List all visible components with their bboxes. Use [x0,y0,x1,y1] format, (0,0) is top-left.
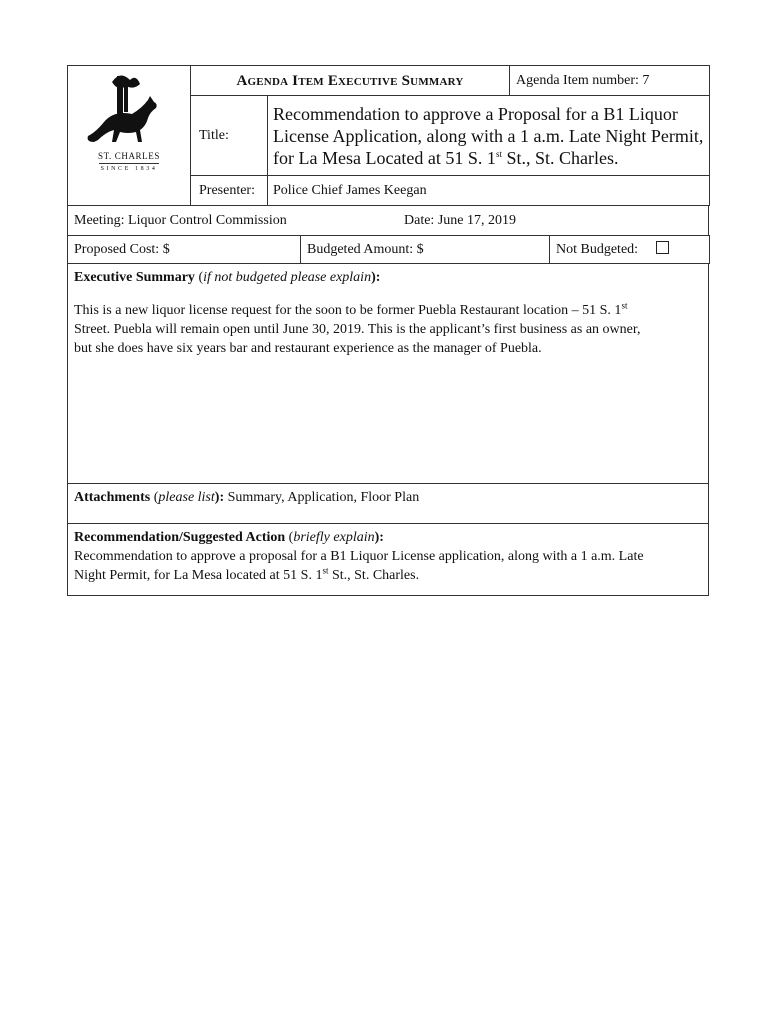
meeting-label: Meeting: [74,212,125,228]
header-table [67,65,710,206]
title-label-cell [191,96,268,176]
proposed-cost-value: $ [162,241,170,257]
recommendation-line-2: Night Permit, for La Mesa located at 51 S. 1st St., St. Charles. [74,565,420,583]
executive-summary-table [67,263,709,484]
recommendation-table [67,523,709,596]
budgeted-amount-value: $ [416,241,424,257]
meeting-table [67,205,709,236]
attachments-table [67,483,709,524]
presenter-value-cell [268,176,710,206]
recommendation-heading: Recommendation/Suggested Action [74,530,286,545]
logo-divider [99,163,159,164]
attachments-hint: please list [158,490,215,505]
agenda-item-cell [510,66,710,96]
meeting-value: Liquor Control Commission [128,212,287,228]
executive-summary-line-2: Street. Puebla will remain open until June 30, 2019. This is the applicant’s first business as an owner, [74,322,641,337]
executive-summary-line-3: but she does have six years bar and restaurant experience as the manager of Puebla. [74,341,542,356]
executive-summary-hint: if not budgeted please explain [203,270,372,285]
executive-summary-heading: Executive Summary [74,270,195,285]
presenter-label: Presenter: [199,182,255,198]
executive-summary-heading-line: Executive Summary (if not budgeted please explain): [74,270,381,285]
title-line-2: License Application, along with a 1 a.m. Late Night Permit, [273,125,704,146]
proposed-cost-cell [68,236,301,264]
presenter-label-cell [191,176,268,206]
costs-table [67,235,710,264]
recommendation-cell [68,524,709,596]
executive-summary-cell [68,264,709,484]
title-line-1: Recommendation to approve a Proposal for a B1 Liquor [273,103,678,124]
budgeted-amount-label: Budgeted Amount: [307,241,414,257]
recommendation-heading-line: Recommendation/Suggested Action (briefly explain): [74,530,384,545]
form-title: Agenda Item Executive Summary [236,72,464,89]
executive-summary-line-1: This is a new liquor license request for the soon to be former Puebla Restaurant location – 51 S. 1st [74,300,628,318]
attachments-heading: Attachments [74,490,151,505]
date-value: June 17, 2019 [437,212,516,228]
agenda-item-number: 7 [642,72,650,88]
logo-since: SINCE 1834 [100,166,158,172]
proposed-cost-label: Proposed Cost: [74,241,160,257]
title-label: Title: [199,127,229,143]
attachments-cell: Attachments (please list): Summary, Application, Floor Plan [68,484,709,524]
recommendation-line-1: Recommendation to approve a proposal for a B1 Liquor License application, along with a 1 a.m. Late [74,549,644,564]
date-cell [404,206,709,236]
budgeted-amount-cell [301,236,550,264]
agenda-item-label: Agenda Item number: [516,72,639,88]
not-budgeted-checkbox[interactable] [656,241,669,254]
date-label: Date: [404,212,435,228]
agenda-form [67,65,709,596]
title-line-3: for La Mesa Located at 51 S. 1st St., St. Charles. [273,147,619,168]
logo-cell [68,66,191,206]
recommendation-hint: briefly explain [293,530,375,545]
presenter-value: Police Chief James Keegan [273,182,427,198]
st-charles-fox-logo-icon [84,70,174,152]
logo-name: ST. CHARLES [98,151,160,161]
not-budgeted-cell [550,236,710,264]
form-title-cell [191,66,510,96]
meeting-cell [68,206,405,236]
title-value-cell [268,96,710,176]
attachments-value: Summary, Application, Floor Plan [227,490,420,505]
not-budgeted-label: Not Budgeted: [556,242,639,257]
